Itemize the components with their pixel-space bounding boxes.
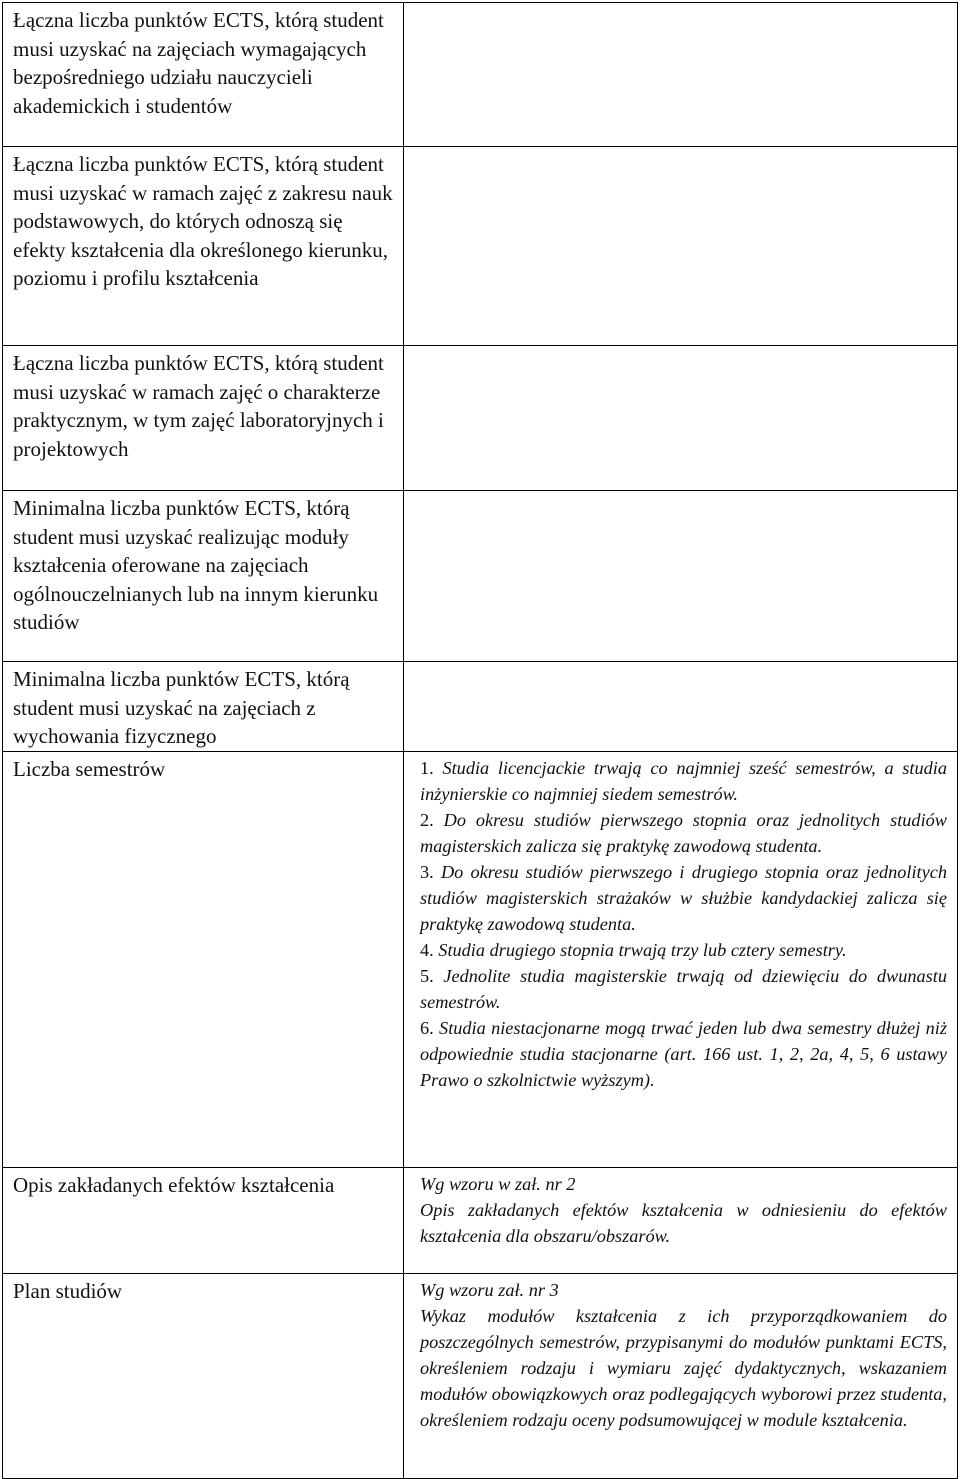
row-label-plan: Plan studiów bbox=[3, 1273, 404, 1478]
list-item: 3. Do okresu studiów pierwszego i drugiego stopnia oraz jednolitych studiów magisterskich strażaków w służbie kandydackiej zalicza się praktykę zawodową studenta. bbox=[420, 861, 947, 934]
row-value-ects-direct bbox=[404, 3, 958, 147]
effects-description: Opis zakładanych efektów kształcenia w odniesieniu do efektów kształcenia dla obszaru/obszarów. bbox=[420, 1199, 947, 1246]
list-item: 6. Studia niestacjonarne mogą trwać jeden lub dwa semestry dłużej niż odpowiednie studia stacjonarne (art. 166 ust. 1, 2, 2a, 4, 5, 6 ustawy Prawo o szkolnictwie wyższym). bbox=[420, 1017, 947, 1090]
row-value-ects-general bbox=[404, 491, 958, 662]
table-row bbox=[3, 491, 958, 662]
row-label-effects: Opis zakładanych efektów kształcenia bbox=[3, 1167, 404, 1273]
row-label-semesters: Liczba semestrów bbox=[3, 751, 404, 1167]
plan-reference: Wg wzoru zał. nr 3 bbox=[420, 1279, 559, 1300]
list-item: 1. Studia licencjackie trwają co najmniej sześć semestrów, a studia inżynierskie co najmniej siedem semestrów. bbox=[420, 757, 947, 804]
row-value-ects-pe bbox=[404, 662, 958, 752]
table-row bbox=[3, 147, 958, 346]
row-label-ects-general: Minimalna liczba punktów ECTS, którą student musi uzyskać realizując moduły kształcenia oferowane na zajęciach ogólnouczelnianych lub na innym kierunku studiów bbox=[3, 491, 404, 662]
row-value-ects-practical bbox=[404, 346, 958, 491]
table-row bbox=[3, 662, 958, 752]
row-label-ects-practical: Łączna liczba punktów ECTS, którą student musi uzyskać w ramach zajęć o charakterze praktycznym, w tym zajęć laboratoryjnych i projektowych bbox=[3, 346, 404, 491]
table-row bbox=[3, 3, 958, 147]
table-row bbox=[3, 751, 958, 1167]
list-item: 2. Do okresu studiów pierwszego stopnia oraz jednolitych studiów magisterskich zalicza się praktykę zawodową studenta. bbox=[420, 809, 947, 856]
row-value-ects-basic-sciences bbox=[404, 147, 958, 346]
table-row bbox=[3, 1167, 958, 1273]
list-item: 5. Jednolite studia magisterskie trwają od dziewięciu do dwunastu semestrów. bbox=[420, 965, 947, 1012]
study-program-table bbox=[2, 2, 958, 1479]
row-label-ects-pe: Minimalna liczba punktów ECTS, którą student musi uzyskać na zajęciach z wychowania fizycznego bbox=[3, 662, 404, 752]
row-label-ects-basic-sciences: Łączna liczba punktów ECTS, którą student musi uzyskać w ramach zajęć z zakresu nauk podstawowych, do których odnoszą się efekty kształcenia dla określonego kierunku, poziomu i profilu kształcenia bbox=[3, 147, 404, 346]
row-label-ects-direct: Łączna liczba punktów ECTS, którą student musi uzyskać na zajęciach wymagających bezpośredniego udziału nauczycieli akademickich i studentów bbox=[3, 3, 404, 147]
row-value-effects bbox=[404, 1167, 958, 1273]
row-value-plan bbox=[404, 1273, 958, 1478]
plan-description: Wykaz modułów kształcenia z ich przyporządkowaniem do poszczególnych semestrów, przypisanymi do modułów punktami ECTS, określeniem rodzaju i wymiaru zajęć dydaktycznych, wskazaniem modułów obowiązkowych oraz podlegających wyborowi przez studenta, określeniem rodzaju oceny podsumowującej w module kształcenia. bbox=[420, 1305, 947, 1430]
table-row bbox=[3, 346, 958, 491]
semesters-list bbox=[404, 751, 958, 1167]
table-row bbox=[3, 1273, 958, 1478]
list-item: 4. Studia drugiego stopnia trwają trzy lub cztery semestry. bbox=[420, 939, 847, 960]
effects-reference: Wg wzoru w zał. nr 2 bbox=[420, 1173, 576, 1194]
